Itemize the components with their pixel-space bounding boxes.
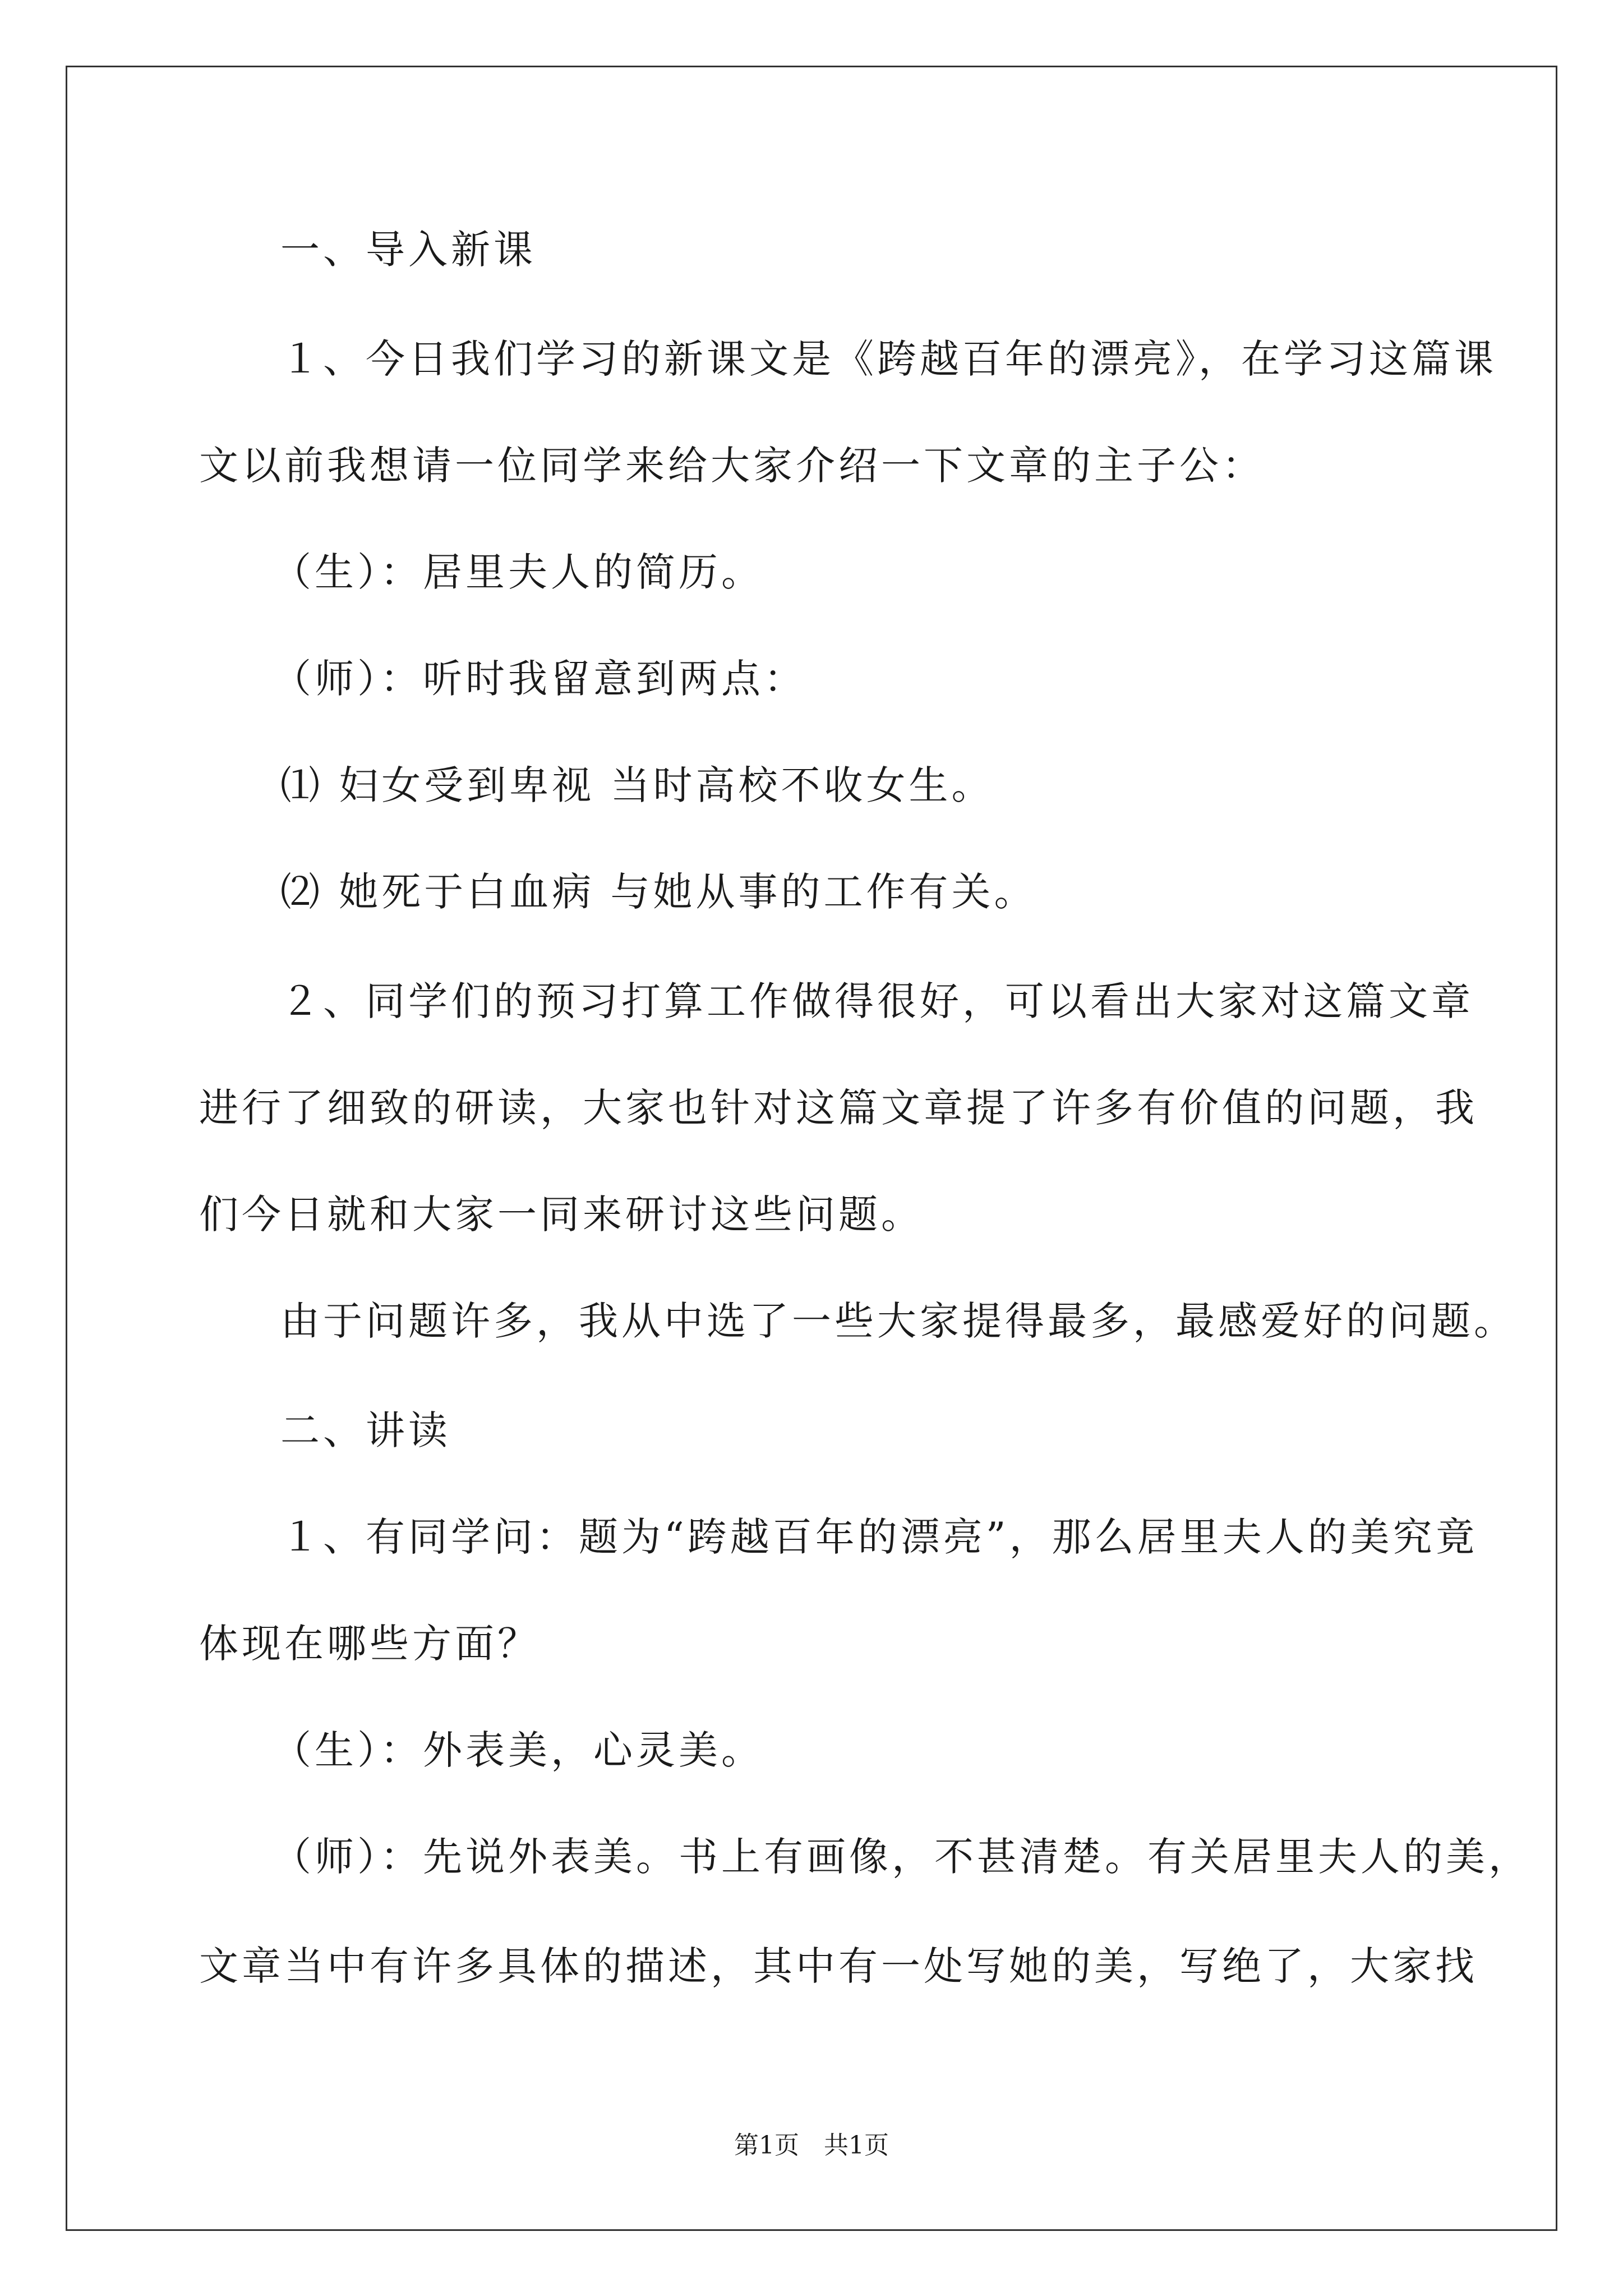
list-item: ⑴ 妇女受到卑视 当时高校不收女生。 <box>280 762 994 808</box>
heading-intro: 一、导入新课 <box>280 227 536 273</box>
paragraph-line: 们今日就和大家一同来研讨这些问题。 <box>199 1191 924 1237</box>
paragraph-line: （生）：外表美，心灵美。 <box>272 1727 764 1773</box>
paragraph-line: （师）：先说外表美。书上有画像，不甚清楚。有关居里夫人的美， <box>272 1834 1531 1880</box>
page-border <box>66 66 1557 2231</box>
paragraph-line: 由于问题许多，我从中选了一些大家提得最多，最感爱好的问题。 <box>280 1298 1516 1344</box>
list-item: ⑵ 她死于白血病 与她从事的工作有关。 <box>280 869 1037 915</box>
heading-reading: 二、讲读 <box>280 1407 451 1453</box>
paragraph-line: １、今日我们学习的新课文是《跨越百年的漂亮》，在学习这篇课 <box>280 336 1497 382</box>
paragraph-line: ２、同学们的预习打算工作做得很好，可以看出大家对这篇文章 <box>280 978 1474 1024</box>
paragraph-line: （生）：居里夫人的简历。 <box>272 549 764 595</box>
paragraph-line: １、有同学问：题为“跨越百年的漂亮”，那么居里夫人的美究竟 <box>280 1514 1478 1560</box>
paragraph-line: 文以前我想请一位同学来给大家介绍一下文章的主子公： <box>199 443 1265 489</box>
page-number-footer: 第1页 共1页 <box>734 2131 889 2160</box>
paragraph-line: 文章当中有许多具体的描述，其中有一处写她的美，写绝了，大家找 <box>199 1943 1478 1989</box>
paragraph-line: 进行了细致的研读，大家也针对这篇文章提了许多有价值的问题，我 <box>199 1085 1478 1131</box>
paragraph-line: （师）：听时我留意到两点： <box>272 656 806 702</box>
paragraph-line: 体现在哪些方面？ <box>199 1621 540 1667</box>
